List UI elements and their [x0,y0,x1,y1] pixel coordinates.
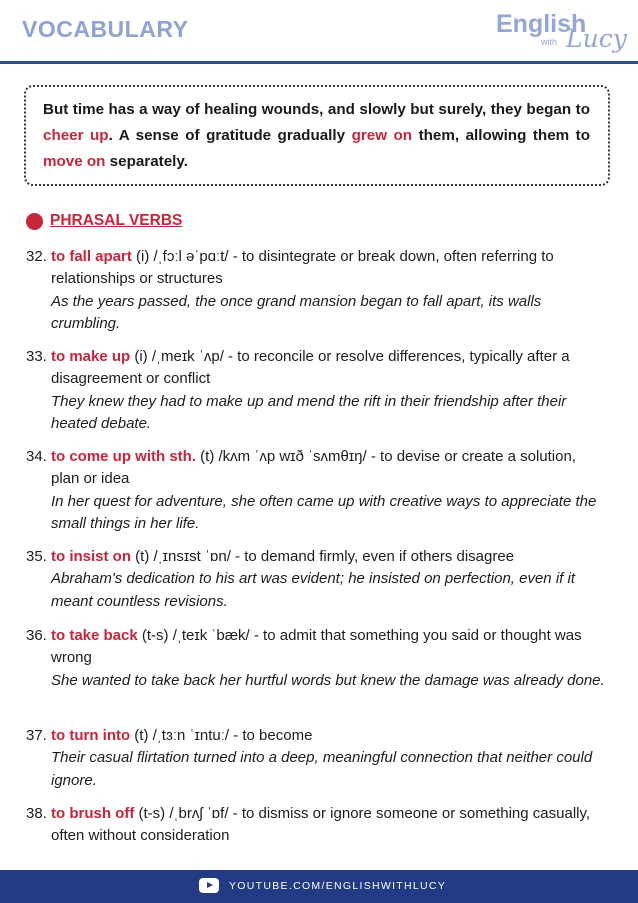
quote-text-1: But time has a way of healing wounds, and slowly but surely, they began to [43,101,590,118]
entry-phrase: to take back [51,627,138,644]
section-title: PHRASAL VERBS [50,212,183,229]
vocab-entry-37 [26,725,606,792]
entry-definition: (t) /ˌtɜːn ˈɪntuː/ - to become [130,727,313,744]
youtube-icon [199,878,219,893]
quote-highlight-move-on: move on [43,153,106,170]
entry-example: As the years passed, the once grand mansion began to fall apart, its walls crumbling. [51,292,542,332]
quote-text-2: . A sense of gratitude gradually [108,127,352,144]
footer-channel-link[interactable]: YOUTUBE.COM/ENGLISHWITHLUCY [229,880,447,892]
entry-phrase: to fall apart [51,248,132,265]
logo-lucy: Lucy [566,24,627,53]
vocab-entry-38 [26,803,606,848]
entry-phrase: to brush off [51,805,135,822]
quote-text-4: separately. [105,153,188,170]
vocab-entry-34 [26,446,606,535]
entry-number: 36. [26,627,47,644]
entry-example: Their casual flirtation turned into a deep, meaningful connection that neither could ignore. [51,749,593,789]
entry-number: 33. [26,348,47,365]
vocab-entry-33 [26,346,606,435]
entry-number: 34. [26,448,47,465]
red-circle-bullet-icon [26,213,43,230]
english-with-lucy-logo [496,8,627,54]
vocab-entry-32 [26,246,606,335]
entry-example: They knew they had to make up and mend the rift in their friendship after their heated debate. [51,392,567,432]
entry-example: Abraham's dedication to his art was evident; he insisted on perfection, even if it meant countless revisions. [51,570,575,610]
quote-highlight-grew-on: grew on [351,127,413,144]
entry-number: 35. [26,548,47,565]
footer-bar [0,870,638,903]
entry-phrase: to insist on [51,548,131,565]
entry-number: 32. [26,248,47,265]
entry-phrase: to come up with sth. [51,448,196,465]
entry-phrase: to turn into [51,727,131,744]
vocab-entry-35 [26,546,606,613]
entry-example: She wanted to take back her hurtful words but knew the damage was already done. [51,671,605,689]
entry-definition: (i) /ˌfɔːl əˈpɑːt/ - to disintegrate or break down, often referring to relationships or structures [51,248,554,288]
story-quote-box [24,85,610,186]
entry-definition: (t) /kʌm ˈʌp wɪð ˈsʌmθɪŋ/ - to devise or create a solution, plan or idea [51,448,576,488]
page-title: VOCABULARY [22,16,189,42]
entry-example: In her quest for adventure, she often came up with creative ways to appreciate the small things in her life. [51,492,597,532]
quote-text-3: them, allowing them to [412,127,590,144]
entry-number: 37. [26,727,47,744]
entry-definition: (t-s) /ˌbrʌʃ ˈɒf/ - to dismiss or ignore someone or something casually, often without consideration [51,805,591,845]
logo-with: with [541,37,558,47]
entry-number: 38. [26,805,47,822]
entry-definition: (t-s) /ˌteɪk ˈbæk/ - to admit that something you said or thought was wrong [51,627,582,667]
entry-phrase: to make up [51,348,131,365]
header-divider [0,61,638,64]
entry-definition: (t) /ˌɪnsɪst ˈɒn/ - to demand firmly, even if others disagree [131,548,515,565]
logo-english: English [496,10,587,38]
quote-highlight-cheer-up: cheer up [43,127,109,144]
entry-definition: (i) /ˌmeɪk ˈʌp/ - to reconcile or resolve differences, typically after a disagreement or conflict [51,348,570,388]
vocab-entry-36 [26,625,606,692]
